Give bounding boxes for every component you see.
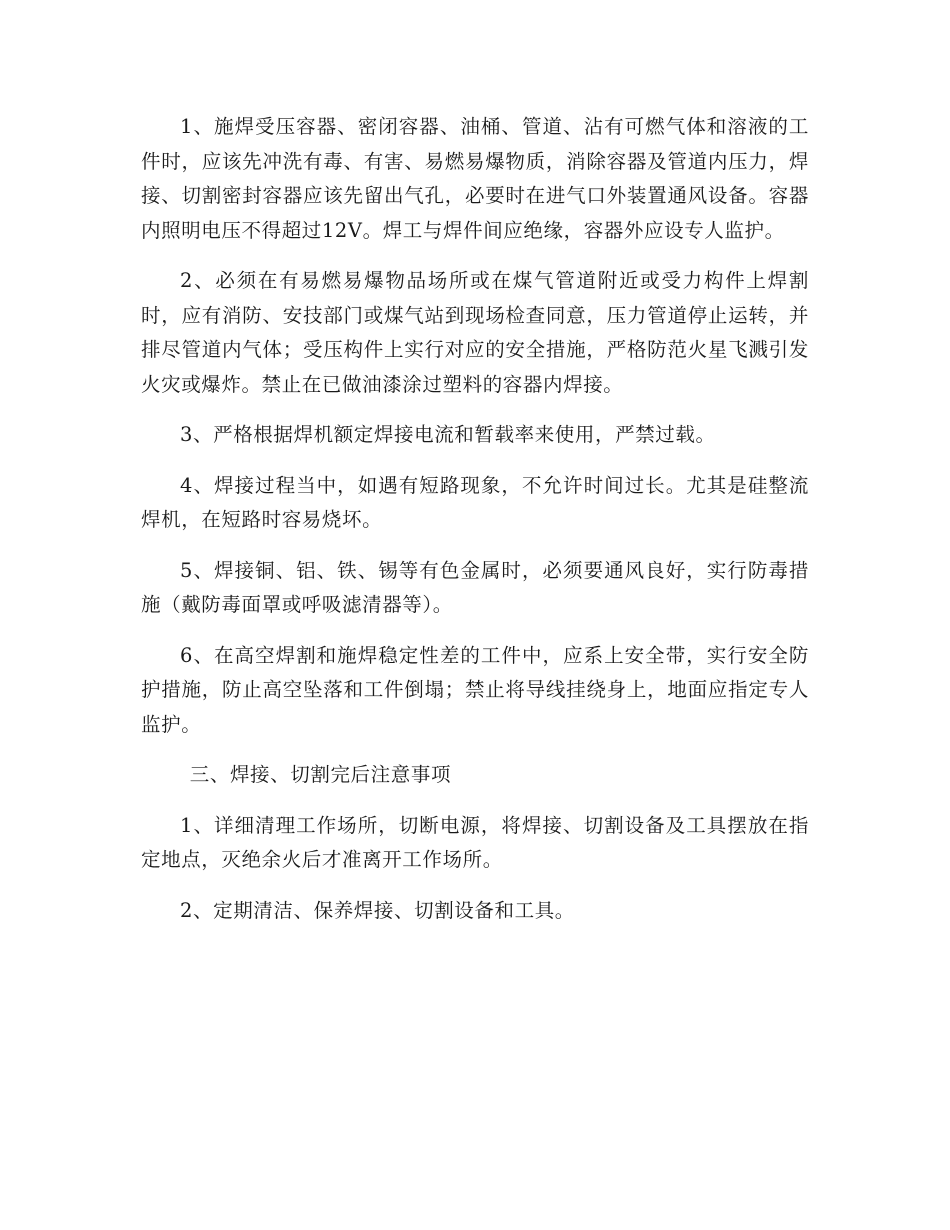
paragraph-7: 1、详细清理工作场所，切断电源，将焊接、切割设备及工具摆放在指定地点，灭绝余火后才准离开工作场所。 <box>141 813 809 871</box>
paragraph-8: 2、定期清洁、保养焊接、切割设备和工具。 <box>180 898 575 922</box>
paragraph-2: 2、必须在有易燃易爆物品场所或在煤气管道附近或受力构件上焊割时，应有消防、安技部门或煤气站到现场检查同意，压力管道停止运转，并排尽管道内气体；受压构件上实行对应的安全措施，严格防范火星飞溅引发火灾或爆炸。禁止在已做油漆涂过塑料的容器内焊接。 <box>141 269 809 396</box>
paragraph-1: 1、施焊受压容器、密闭容器、油桶、管道、沾有可燃气体和溶液的工件时，应该先冲洗有毒、有害、易燃易爆物质，消除容器及管道内压力，焊接、切割密封容器应该先留出气孔，必要时在进气口外装置通风设备。容器内照明电压不得超过12V。焊工与焊件间应绝缘，容器外应设专人监护。 <box>141 115 809 242</box>
paragraph-5: 5、焊接铜、铝、铁、锡等有色金属时，必须要通风良好，实行防毒措施（戴防毒面罩或呼吸滤清器等）。 <box>141 558 809 616</box>
section-heading: 三、焊接、切割完后注意事项 <box>189 763 452 786</box>
document-body <box>141 110 809 944</box>
paragraph-4: 4、焊接过程当中，如遇有短路现象，不允许时间过长。尤其是硅整流焊机，在短路时容易烧坏。 <box>141 473 809 531</box>
paragraph-6: 6、在高空焊割和施焊稳定性差的工件中，应系上安全带，实行安全防护措施，防止高空坠落和工件倒塌；禁止将导线挂绕身上，地面应指定专人监护。 <box>141 643 809 736</box>
paragraph-3: 3、严格根据焊机额定焊接电流和暂载率来使用，严禁过载。 <box>180 423 716 446</box>
